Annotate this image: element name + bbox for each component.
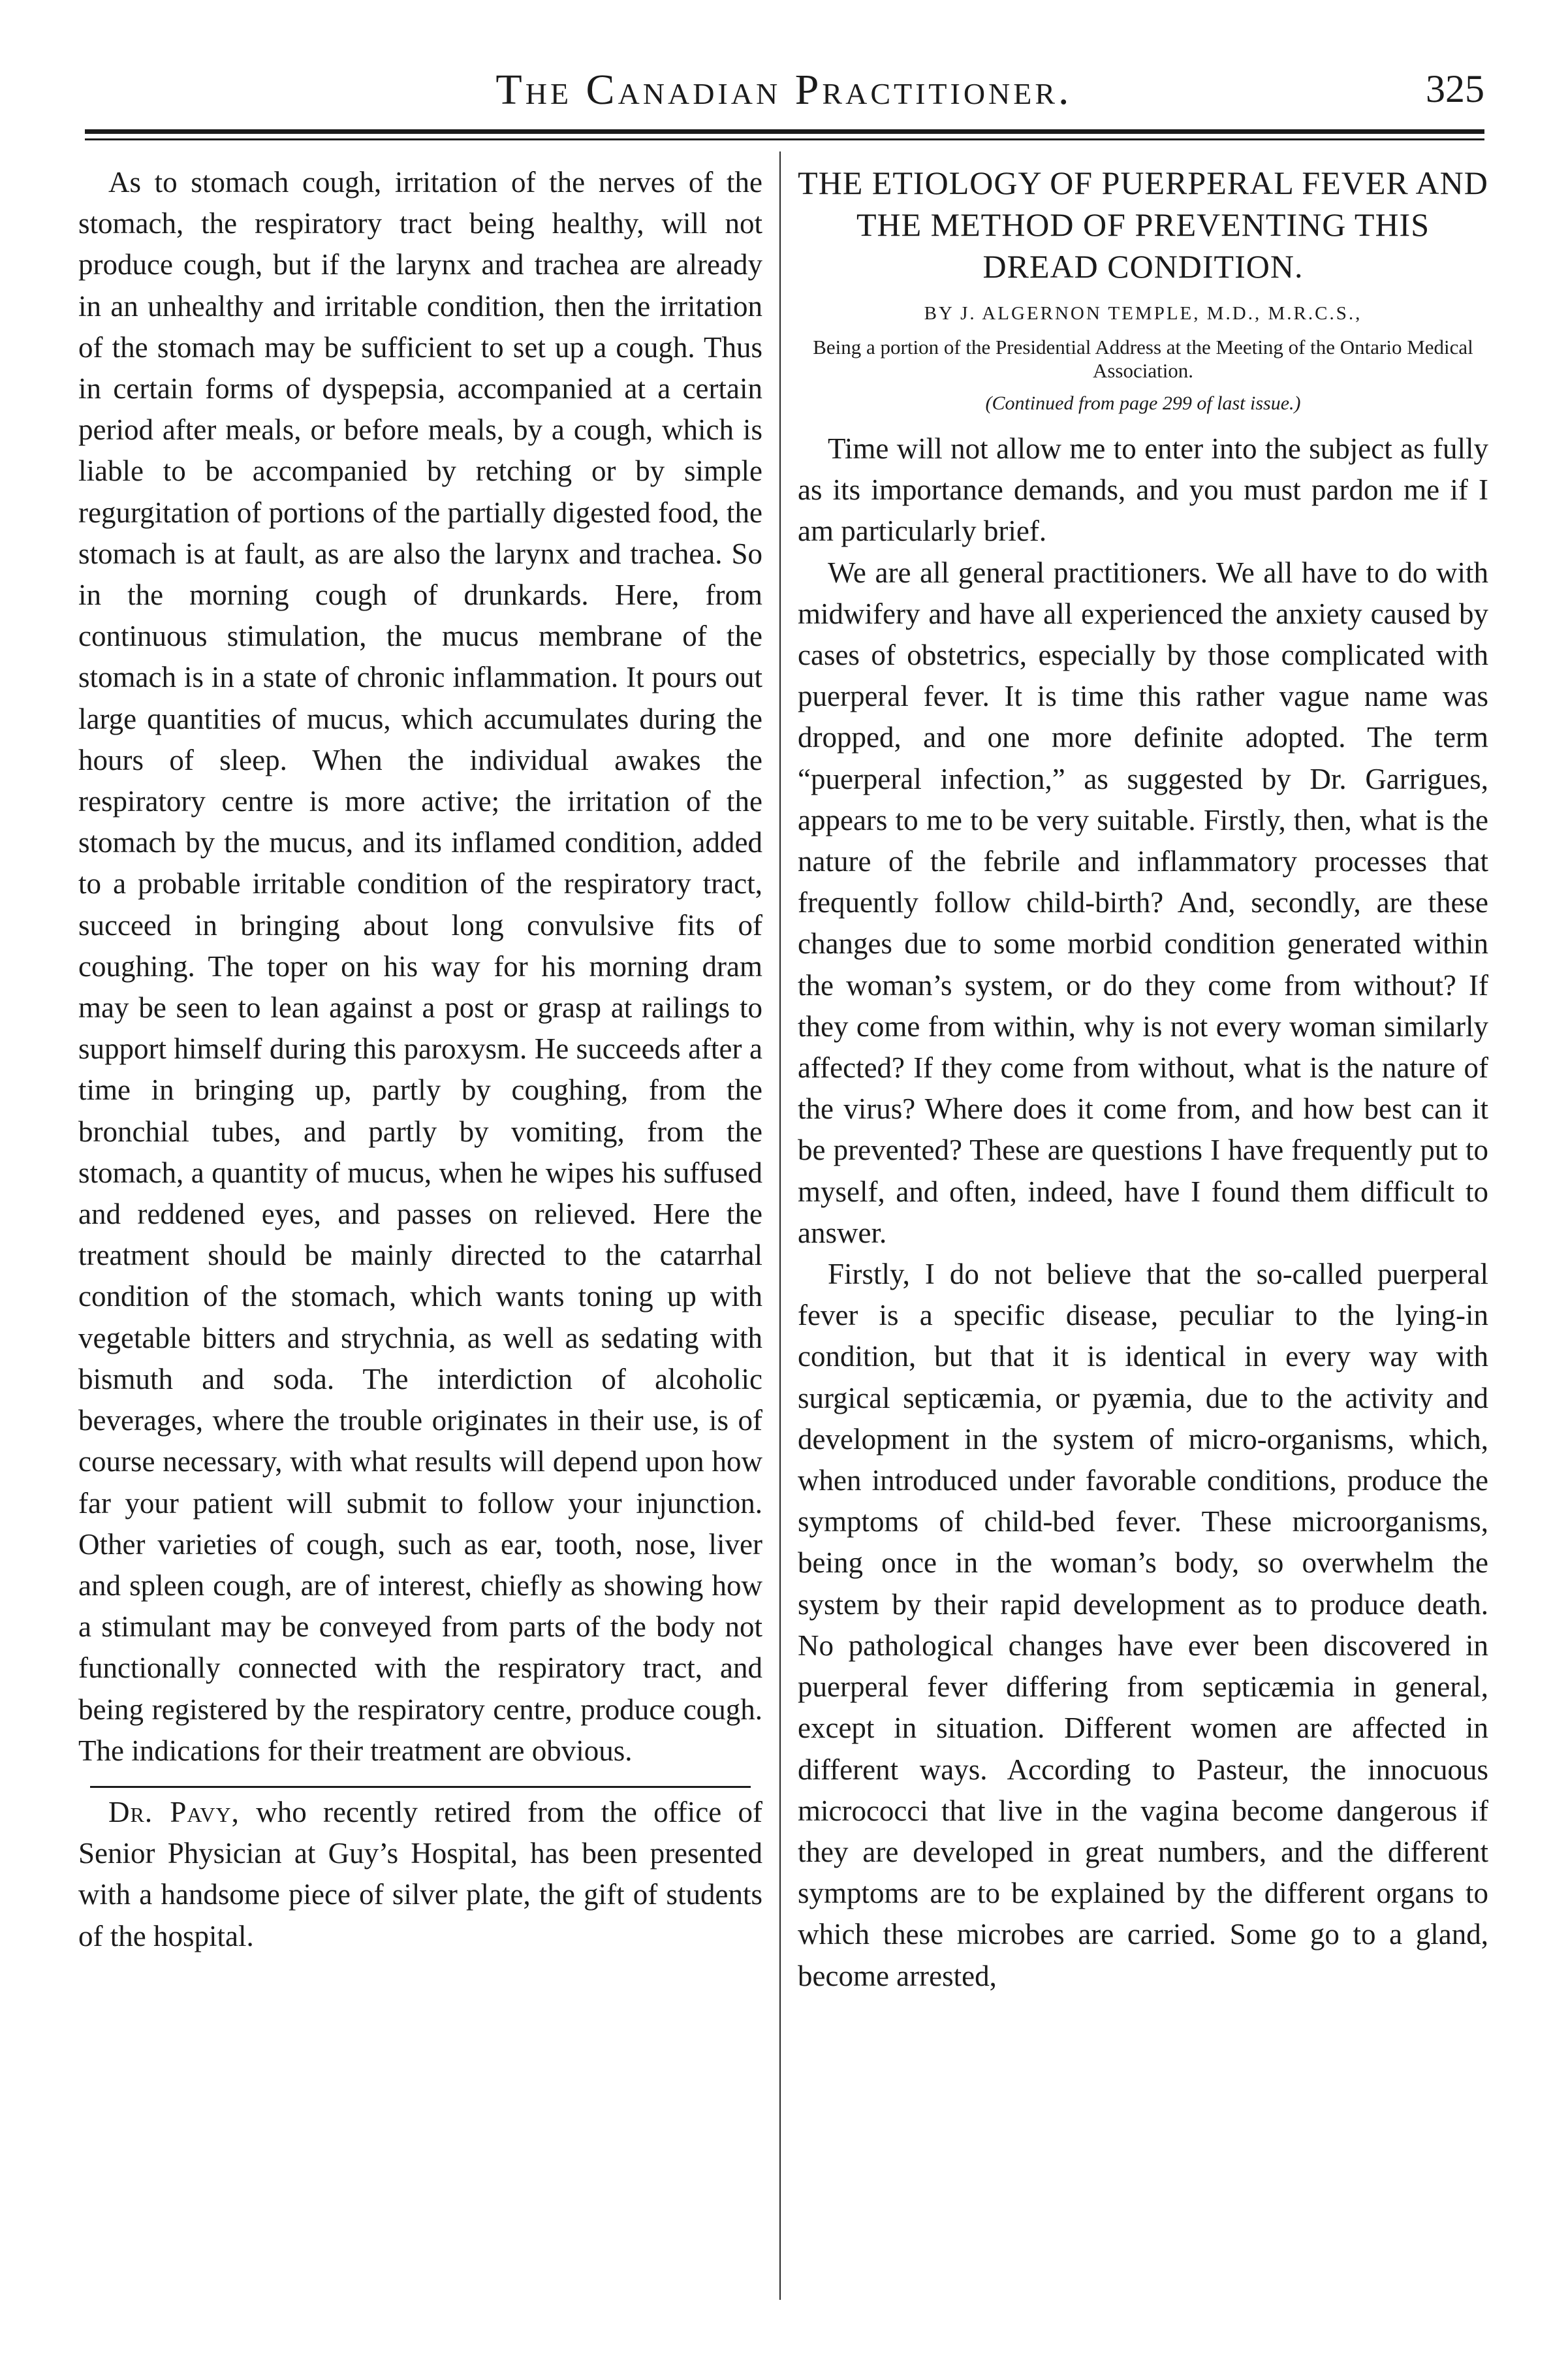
article-context-note: Being a portion of the Presidential Address at the Meeting of the Ontario Medical Association. (813, 336, 1473, 382)
news-note (78, 1792, 762, 1957)
right-paragraph-firstly: Firstly, I do not believe that the so-called puerperal fever is a specific disease, peculiar to the lying-in condition, but that it is identical in every way with surgical septicæmia, or pyæmia, due to the activity and development in the system of micro-organisms, which, when introduced under favorable conditions, produce the symptoms of child-bed fever. These microorganisms, being once in the woman’s body, so overwhelm the system by their rapid development as to produce death. No pathological changes have ever been discovered in puerperal fever differing from septicæmia in general, except in situation. Different women are affected in different ways. According to Pasteur, the innocuous micrococci that live in the vagina become dangerous if they are developed in great numbers, and the different symptoms are to be explained by the different organs to which these microbes are carried. Some go to a gland, become arrested, (798, 1258, 1488, 1992)
news-note-text: who recently retired from the office of Senior Physician at Guy’s Hospital, has been presented with a handsome piece of silver plate, the gift of students of the hospital. (78, 1795, 762, 1952)
left-column (78, 162, 762, 1957)
note-separator-rule (90, 1786, 751, 1788)
header-rule-thin (85, 138, 1484, 140)
journal-title: The Canadian Practitioner. (495, 66, 1073, 114)
left-paragraph-stomach-cough: As to stomach cough, irritation of the nerves of the stomach, the respiratory tract being healthy, will not produce cough, but if the larynx and trachea are already in an unhealthy and irritable condition, then the irritation of the stomach may be sufficient to set up a cough. Thus in certain forms of dyspepsia, accompanied at a certain period after meals, or before meals, by a cough, which is liable to be accompanied by retching or by simple regurgitation of portions of the partially digested food, the stomach is at fault, as are also the larynx and trachea. So in the morning cough of drunkards. Here, from continuous stimulation, the mucus membrane of the stomach is in a state of chronic inflammation. It pours out large quantities of mucus, which accumulates during the hours of sleep. When the individual awakes the respiratory centre is more active; the irritation of the stomach by the mucus, and its inflamed condition, added to a probable irritable condition of the respiratory tract, succeed in bringing about long convulsive fits of coughing. The toper on his way for his morning dram may be seen to lean against a post or grasp at railings to support himself during this paroxysm. He succeeds after a time in bringing up, partly by coughing, from the bronchial tubes, and partly by vomiting, from the stomach, a quantity of mucus, when he wipes his suffused and reddened eyes, and passes on relieved. Here the treatment should be mainly directed to the catarrhal condition of the stomach, which wants toning up with vegetable bitters and strychnia, as well as sedating with bismuth and soda. The interdiction of alcoholic beverages, where the trouble originates in their use, is of course necessary, with what results will depend upon how far your patient will submit to follow your injunction. Other varieties of cough, such as ear, tooth, nose, liver and spleen cough, are of interest, chiefly as showing how a stimulant may be conveyed from parts of the body not functionally connected with the respiratory tract, and being registered by the respiratory centre, produce cough. The indications for their treatment are obvious. (78, 166, 762, 1767)
right-column (798, 162, 1488, 1997)
news-note-lead: Dr. Pavy, (108, 1795, 240, 1828)
right-paragraph-general-practitioners: We are all general practitioners. We all have to do with midwifery and have all experienced the anxiety caused by cases of obstetrics, especially by those complicated with puerperal fever. It is time this rather vague name was dropped, and one more definite adopted. The term “puerperal infection,” as suggested by Dr. Garrigues, appears to me to be very suitable. Firstly, then, what is the nature of the febrile and inflammatory processes that frequently follow child-birth? And, secondly, are these changes due to some morbid condition generated within the woman’s system, or do they come from without? If they come from within, why is not every woman similarly affected? If they come from without, what is the nature of the virus? Where does it come from, and how best can it be prevented? These are questions I have frequently put to myself, and often, indeed, have I found them difficult to answer. (798, 556, 1488, 1249)
header-rule (85, 129, 1484, 134)
page-number: 325 (1426, 67, 1484, 110)
right-paragraph-intro: Time will not allow me to enter into the subject as fully as its importance demands, and you must pardon me if I am particularly brief. (798, 432, 1488, 548)
article-byline: BY J. ALGERNON TEMPLE, M.D., M.R.C.S., (924, 303, 1362, 324)
article-title: THE ETIOLOGY OF PUERPERAL FEVER AND THE METHOD OF PREVENTING THIS DREAD CONDITION. (798, 165, 1488, 285)
continued-note: (Continued from page 299 of last issue.) (985, 392, 1301, 414)
running-head (0, 60, 1568, 119)
column-divider (779, 151, 781, 2300)
